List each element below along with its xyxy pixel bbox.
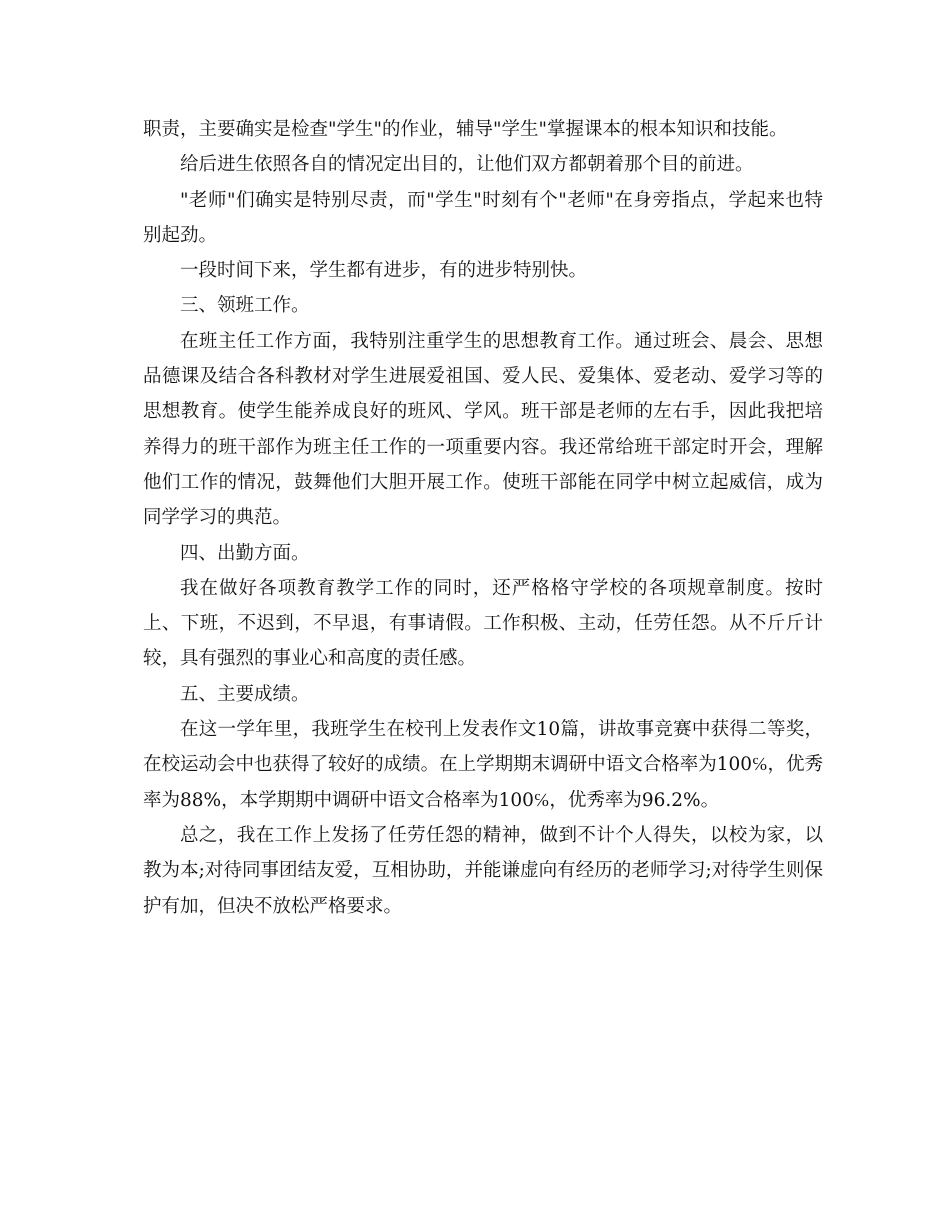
paragraph-1: 职责，主要确实是检查"学生"的作业，辅导"学生"掌握课本的根本知识和技能。 <box>143 119 788 140</box>
paragraph-2: 给后进生依照各自的情况定出目的，让他们双方都朝着那个目的前进。 <box>180 154 754 176</box>
section-heading-4: 四、出勤方面。 <box>180 542 310 564</box>
paragraph-7: 在这一学年里，我班学生在校刊上发表作文10篇，讲故事竞赛中获得二等奖，在校运动会中也获得了较好的成绩。在上学期期末调研中语文合格率为100℅，优秀率为88%，本学期期中调研中语文合格率为100℅，优秀率为96.2%。 <box>143 719 823 811</box>
paragraph-5: 在班主任工作方面，我特别注重学生的思想教育工作。通过班会、晨会、思想品德课及结合各科教材对学生进展爱祖国、爱人民、爱集体、爱老动、爱学习等的思想教育。使学生能养成良好的班风、学风。班干部是老师的左右手，因此我把培养得力的班干部作为班主任工作的一项重要内容。我还常给班干部定时开会，理解他们工作的情况，鼓舞他们大胆开展工作。使班干部能在同学中树立起威信，成为同学学习的典范。 <box>143 330 823 529</box>
paragraph-8: 总之，我在工作上发扬了任劳任怨的精神，做到不计个人得失，以校为家，以教为本;对待同事团结友爱，互相协助，并能谦虚向有经历的老师学习;对待学生则保护有加，但决不放松严格要求。 <box>143 824 823 917</box>
document-body <box>143 112 823 924</box>
paragraph-6: 我在做好各项教育教学工作的同时，还严格格守学校的各项规章制度。按时上、下班，不迟到，不早退，有事请假。工作积极、主动，任劳任怨。从不斤斤计较，具有强烈的事业心和高度的责任感。 <box>143 577 823 670</box>
paragraph-4: 一段时间下来，学生都有进步，有的进步特别快。 <box>180 260 588 282</box>
section-heading-5: 五、主要成绩。 <box>180 683 310 705</box>
section-heading-3: 三、领班工作。 <box>180 295 310 317</box>
paragraph-3: "老师"们确实是特别尽责，而"学生"时刻有个"老师"在身旁指点，学起来也特别起劲。 <box>143 189 823 246</box>
